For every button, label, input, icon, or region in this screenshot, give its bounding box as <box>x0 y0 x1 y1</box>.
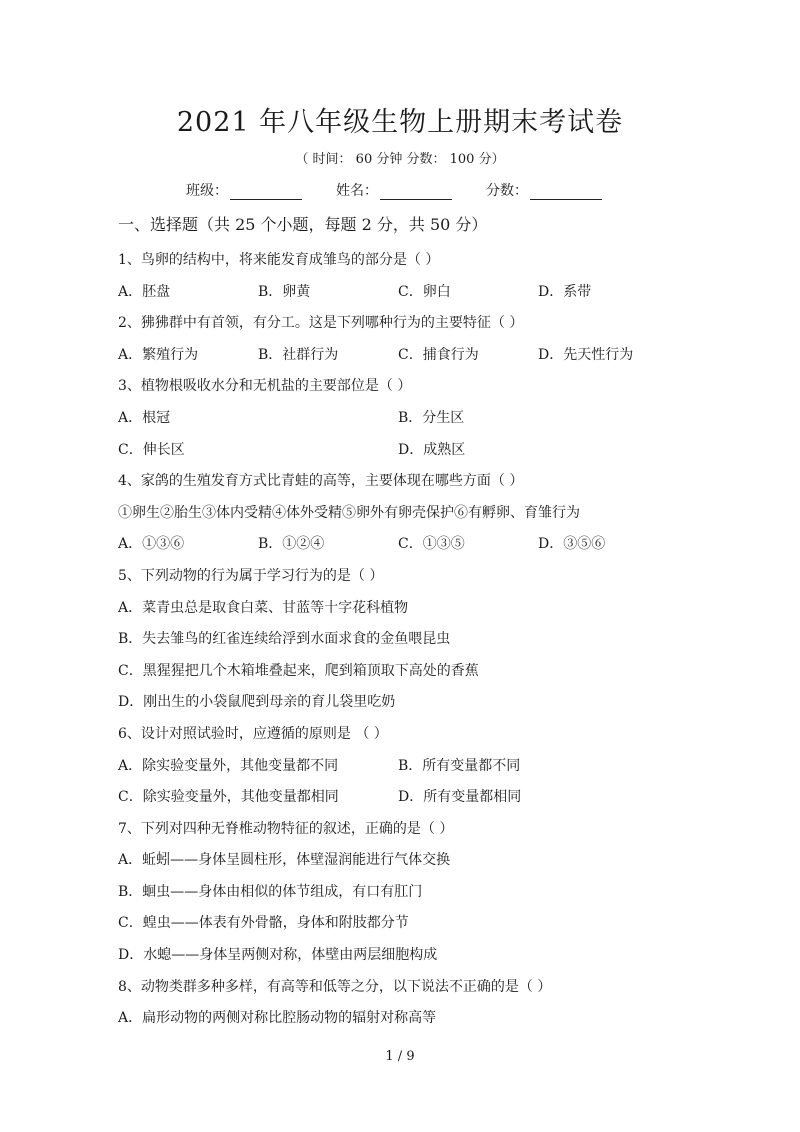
question-2-stem: 2、狒狒群中有首领，有分工。这是下列哪种行为的主要特征（ ） <box>118 315 524 332</box>
student-info <box>186 180 602 200</box>
question-5-stem: 5、下列动物的行为属于学习行为的是（ ） <box>118 567 384 584</box>
question-4-choices: ①卵生②胎生③体内受精④体外受精⑤卵外有卵壳保护⑥有孵卵、育雏行为 <box>118 504 580 521</box>
class-blank <box>230 183 302 200</box>
option-a: A．①③⑥ <box>118 536 185 553</box>
score-field <box>486 180 602 200</box>
option-a: A．扁形动物的两侧对称比腔肠动物的辐射对称高等 <box>118 1010 437 1027</box>
question-list <box>118 250 718 1040</box>
option-d: D．刚出生的小袋鼠爬到母亲的育儿袋里吃奶 <box>118 694 396 711</box>
option-a: A．除实验变量外，其他变量都不同 <box>118 757 339 774</box>
score-blank <box>530 183 602 200</box>
option-b: B．卵黄 <box>258 283 311 300</box>
name-label: 姓名： <box>336 183 378 199</box>
score-label: 分数： <box>486 183 528 199</box>
option-b: B．①②④ <box>258 536 325 553</box>
option-c: C．蝗虫——体表有外骨骼，身体和附肢都分节 <box>118 915 409 932</box>
name-blank <box>380 183 452 200</box>
option-b: B．分生区 <box>398 409 465 426</box>
option-d: D．成熟区 <box>398 441 466 458</box>
question-3-stem: 3、植物根吸收水分和无机盐的主要部位是（ ） <box>118 378 412 395</box>
option-a: A．蚯蚓——身体呈圆柱形，体壁湿润能进行气体交换 <box>118 852 451 869</box>
page-title: 2021 年八年级生物上册期末考试卷 <box>176 107 624 138</box>
option-d: D．所有变量都相同 <box>398 789 522 806</box>
question-2-options <box>118 345 718 377</box>
question-3-options-ab <box>118 408 718 440</box>
option-c: C．捕食行为 <box>398 346 479 363</box>
exam-subtitle: （ 时间： 60 分钟 分数： 100 分） <box>295 152 505 167</box>
question-4-stem: 4、家鸽的生殖发育方式比青蛙的高等，主要体现在哪些方面（ ） <box>118 473 524 490</box>
option-a: A．根冠 <box>118 409 171 426</box>
option-c: C．①③⑤ <box>398 536 465 553</box>
option-c: C．卵白 <box>398 283 451 300</box>
option-d: D．先天性行为 <box>538 346 634 363</box>
section-heading: 一、选择题（共 25 个小题，每题 2 分，共 50 分） <box>118 215 488 234</box>
question-7-stem: 7、下列对四种无脊椎动物特征的叙述，正确的是（ ） <box>118 820 454 837</box>
option-d: D．③⑤⑥ <box>538 536 606 553</box>
option-a: A．繁殖行为 <box>118 346 199 363</box>
option-c: C．除实验变量外，其他变量都相同 <box>118 789 339 806</box>
option-c: C．黑猩猩把几个木箱堆叠起来，爬到箱顶取下高处的香蕉 <box>118 662 479 679</box>
question-3-options-cd <box>118 440 718 472</box>
option-b: B．失去雏鸟的红雀连续给浮到水面求食的金鱼喂昆虫 <box>118 631 451 648</box>
question-8-stem: 8、动物类群多种多样，有高等和低等之分，以下说法不正确的是（ ） <box>118 978 552 995</box>
class-label: 班级： <box>186 183 228 199</box>
option-a: A．胚盘 <box>118 283 171 300</box>
option-b: B．社群行为 <box>258 346 339 363</box>
question-6-options-ab <box>118 756 718 788</box>
page-number: 1 / 9 <box>385 1049 415 1064</box>
option-a: A．菜青虫总是取食白菜、甘蓝等十字花科植物 <box>118 599 409 616</box>
question-6-stem: 6、设计对照试验时，应遵循的原则是 （ ） <box>118 725 388 742</box>
option-b: B．蛔虫——身体由相似的体节组成，有口有肛门 <box>118 883 423 900</box>
option-c: C．伸长区 <box>118 441 185 458</box>
option-b: B．所有变量都不同 <box>398 757 521 774</box>
class-field <box>186 180 302 200</box>
question-1-options <box>118 282 718 314</box>
name-field <box>336 180 452 200</box>
option-d: D．水螅——身体呈两侧对称，体壁由两层细胞构成 <box>118 947 438 964</box>
question-6-options-cd <box>118 787 718 819</box>
question-1-stem: 1、鸟卵的结构中，将来能发育成雏鸟的部分是（ ） <box>118 252 440 268</box>
option-d: D．系带 <box>538 283 592 300</box>
question-4-options <box>118 534 718 566</box>
